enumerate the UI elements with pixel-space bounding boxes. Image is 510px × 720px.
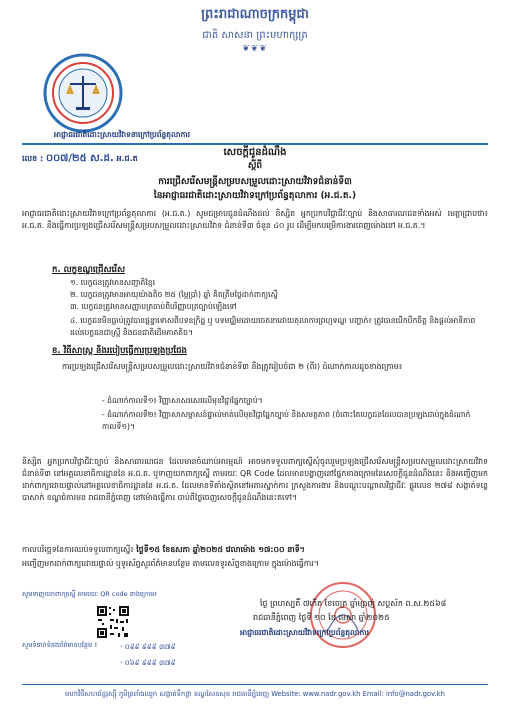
footer-address: មហាវិថីសហព័ន្ធរុស្ស៊ី ភូមិត្រពាំងឈូក សង្កាត់ទឹកថ្លា ខណ្ឌសែនសុខ រាជធានីភ្នំពេញ [65, 690, 270, 698]
national-motto: ជាតិ សាសនា ព្រះមហាក្សត្រ [202, 30, 308, 41]
criteria-item: ៤. បេក្ខជនមិនធ្លាប់ត្រូវបានផ្តន្ទាទោសពីបទឧក្រិដ្ឋ ឬ បទមជ្ឈិមដោយចេតនាដោយតុលាការព្រហ្មទណ្ឌ បញ្ហាក់៖ ត្រូវបានបើកបឹកចិត្ត និងផ្តល់អាទិភាពដល់បេក្ខជនជាស្ត្រី និងជនជាតិដើមភាគតិច។ [70, 316, 476, 337]
stage-text: ដំណាក់កាលទី១៖ វិញ្ញាសាសរសេរលើមុខវិជ្ជាផ្នែកច្បាប់។ [107, 396, 263, 405]
ornament-divider: ❦❦❦ [242, 44, 268, 54]
signature-organization: អាជ្ញាធរជាតិដោះស្រាយវិវាទក្រៅប្រព័ន្ធតុលាការ [240, 628, 370, 637]
phone-number-1[interactable]: - ០៩៩ ៩៩៩ ៣៧៩ [120, 643, 176, 651]
reference-label: លេខ : [22, 154, 44, 163]
criteria-item: ១. បេក្ខជនត្រូវមានសញ្ជាតិខ្មែរ [70, 278, 155, 287]
qr-code-icon[interactable] [96, 605, 130, 639]
section-b-text: ការប្រឡងជ្រើសរើសមន្ត្រីសម្របសម្រួលដោះស្រាយវិវាទជំនាន់ទី៣ នឹងត្រូវរៀបចំជា ២ (ពីរ) ដំណាក់កាលដូចខាងក្រោម៖ [62, 362, 403, 371]
institution-logo [42, 52, 124, 134]
phone-number-2[interactable]: - ០៦៩ ៩៩៩ ៣៧៩ [120, 659, 176, 667]
reference-value: ០០៧/២៥ ស.ដ. [46, 153, 114, 164]
document-title-line2: នៃអាជ្ញាធរជាតិដោះស្រាយវិវាទក្រៅប្រព័ន្ធតុលាការ (អ.ជ.ត.) [153, 191, 357, 201]
document-type: សេចក្តីជូនដំណឹង [223, 147, 287, 158]
section-b-heading: ខ. វិធីសាស្ត្រ និងរបៀបធ្វើការប្រឡងប្រជែង [52, 346, 187, 356]
footer-website[interactable]: Website: www.nadr.gov.kh [271, 690, 361, 698]
institution-name: អាជ្ញាធរជាតិដោះស្រាយវិវាទនាក្រៅប្រព័ន្ធតុលាការ [53, 130, 191, 139]
signature-date-lunar: ថ្ងៃ ព្រហស្បតិ៍ ៧កើត ខែចេត្រ ឆ្នាំម្សាញ់ សប្តស័ក ព.ស.២៥៦៨ [260, 599, 447, 608]
stage-bullet: - ដំណាក់កាលទី២៖ វិញ្ញាសាសម្ភាសន៍ផ្ទាល់មាត់លើមុខវិជ្ជាផ្នែកច្បាប់ និងសមត្ថភាព (ចំពោះតែបេក្ខជនដែលបានប្រឡងជាប់ក្នុងដំណាក់កាលទី១)។ [102, 410, 471, 431]
deadline-date: ថ្ងៃទី១៥ ខែឧសភា ឆ្នាំ២០២៥ វេលាម៉ោង ១៧:០០ នាទី។ [136, 545, 305, 554]
reference-number [22, 151, 138, 166]
footer-email[interactable]: Email: info@nadr.gov.kh [362, 690, 445, 698]
deadline-paragraph [22, 544, 488, 556]
application-paragraph: និស្សិត អ្នកប្រកបវិជ្ជាជីវៈច្បាប់ និងសាធារណជន ដែលមានចំណាប់អារម្មណ៍ អាចមកទទួលពាក្យស្នើសុំចូលរួមប្រឡងជ្រើសរើសមន្ត្រីសម្របសម្រួលដោះស្រាយវិវាទជំនាន់ទី៣ នៅអគ្គលេខាធិការដ្ឋាននៃ អ.ជ.ត. ឬទាញយកពាក្យស្នើ តាមរយៈ QR Code ដែលមានបង្ហាញនៅផ្នែកខាងក្រោមនៃសេចក្តីជូនដំណឹងនេះ និងអញ្ជើញមកដាក់ពាក្យដោយផ្ទាល់នៅអគ្គលេខាធិការដ្ឋាននៃ អ.ជ.ត. ដែលមានទីតាំងស្ថិតនៅអគារស្នាក់ការ ក្រសួងការងារ និងបណ្តុះបណ្តាលវិជ្ជាជីវៈ ផ្លូវលេខ ២៧៨ សង្កាត់ទន្លេបាសាក់ ខណ្ឌចំការមន រាជធានីភ្នំពេញ នៅម៉ោងធ្វើការ ចាប់ពីថ្ងៃចេញសេចក្តីជូនដំណឹងនេះតទៅ។ [22, 457, 488, 502]
section-a-heading: ក. លក្ខខណ្ឌជ្រើសរើស [52, 265, 126, 275]
signature-date-gregorian: រាជធានីភ្នំពេញ ថ្ងៃទី ១០ ខែ មេសា ឆ្នាំ២០២៥ [253, 613, 390, 622]
document-title-line1: ការជ្រើសរើសមន្ត្រីសម្របសម្រួលដោះស្រាយវិវាទជំនាន់ទី៣ [158, 177, 352, 187]
contact-label: សូមទំនាក់ទំនងព័ត៌មានបន្ថែម ៖ [22, 641, 98, 649]
info-paragraph: អញ្ជើញមកដាក់ពាក្យដោយផ្ទាល់ ឬទូរស័ព្ទសួរព័ត៌មានបន្ថែម តាមលេខទូរស័ព្ទខាងក្រោម ក្នុងម៉ោងធ្វើការ។ [22, 559, 319, 568]
reference-suffix: អ.ជ.ត [116, 154, 138, 163]
footer [22, 690, 488, 700]
qr-note: សូមទាញយកពាក្យស្នើ តាមរយៈ QR code ខាងក្រោម៖ [22, 590, 158, 598]
kingdom-title: ព្រះរាជាណាចក្រកម្ពុជា [201, 7, 309, 22]
stage-bullet: - ដំណាក់កាលទី១៖ វិញ្ញាសាសរសេរលើមុខវិជ្ជាផ្នែកច្បាប់។ [102, 396, 263, 405]
stage-text: ដំណាក់កាលទី២៖ វិញ្ញាសាសម្ភាសន៍ផ្ទាល់មាត់លើមុខវិជ្ជាផ្នែកច្បាប់ និងសមត្ថភាព (ចំពោះតែបេក្ខជនដែលបានប្រឡងជាប់ក្នុងដំណាក់កាលទី១)។ [102, 410, 471, 431]
subject-label: ស្តីពី [247, 161, 263, 171]
criteria-item: ២. បេក្ខជនត្រូវមានអាយុយ៉ាងតិច ២៥ (ម្ភៃប្រាំ) ឆ្នាំ គិតត្រឹមថ្ងៃដាក់ពាក្យស្នើ [70, 290, 278, 299]
intro-paragraph: អាជ្ញាធរជាតិដោះស្រាយវិវាទក្រៅប្រព័ន្ធតុលាការ (អ.ជ.ត.) សូមជម្រាបជូនដំណឹងដល់ និស្សិត អ្នកប្រកបវិជ្ជាជីវៈច្បាប់ និងសាធារណជនទាំងអស់ មេត្តាជ្រាបថា៖ អ.ជ.ត. នឹងធ្វើការប្រឡងជ្រើសរើសមន្ត្រីសម្របសម្រួលដោះស្រាយវិវាទ ជំនាន់ទី៣ ចំនួន ៤០ រូប ដើម្បីមកបម្រើការងារពេញម៉ោងនៅ អ.ជ.ត.។ [22, 209, 488, 230]
criteria-item: ៣. បេក្ខជនត្រូវមានសញ្ញាបត្រចាប់ពីបរិញ្ញាបត្រច្បាប់ឡើងទៅ [70, 302, 237, 311]
footer-divider [22, 684, 488, 685]
deadline-label: កាលបរិច្ឆេទនៃការឈប់ទទួលពាក្យស្នើ៖ [22, 545, 134, 554]
